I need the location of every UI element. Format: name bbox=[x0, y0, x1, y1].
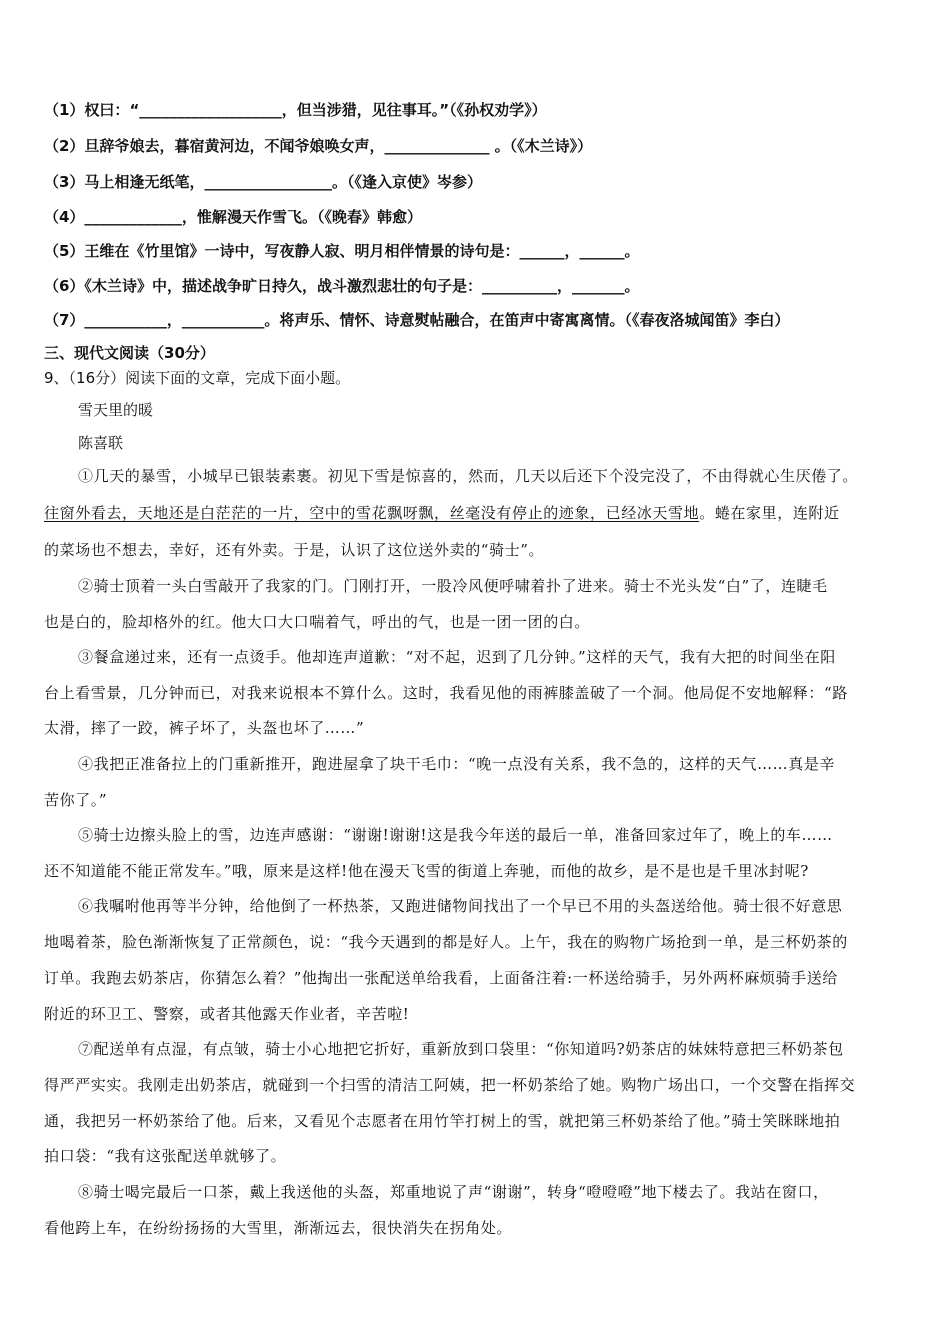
fill-in-item-4: （4）_____________，惟解漫天作雪飞。（《晚春》韩愈） bbox=[44, 208, 422, 226]
article-title: 雪天里的暖 bbox=[78, 401, 154, 419]
paragraph-1-line-2 bbox=[44, 503, 840, 523]
fill-in-item-5: （5）王维在《竹里馆》一诗中，写夜静人寂、明月相伴情景的诗句是：______，______。 bbox=[44, 242, 640, 260]
paragraph-3-line-1: ③餐盒递过来，还有一点烫手。他却连声道歉：“对不起，迟到了几分钟。”这样的天气，我有大把的时间坐在阳 bbox=[78, 648, 836, 666]
article-author: 陈喜联 bbox=[78, 434, 124, 452]
paragraph-6-line-4: 附近的环卫工、警察，或者其他露天作业者，辛苦啦! bbox=[44, 1005, 410, 1023]
paragraph-5-line-2: 还不知道能不能正常发车。”哦，原来是这样!他在漫天飞雪的街道上奔驰，而他的故乡，是不是也是千里冰封呢? bbox=[44, 862, 809, 880]
fill-in-item-6: （6）《木兰诗》中，描述战争旷日持久，战斗激烈悲壮的句子是：__________，_______。 bbox=[44, 277, 640, 295]
paragraph-3-line-2: 台上看雪景，几分钟而已，对我来说根本不算什么。这时，我看见他的雨裤膝盖破了一个洞。他局促不安地解释：“路 bbox=[44, 684, 848, 702]
paragraph-7-line-3: 通，我把另一杯奶茶给了他。后来，又看见个志愿者在用竹竿打树上的雪，就把第三杯奶茶给了他。”骑士笑眯眯地拍 bbox=[44, 1112, 841, 1130]
paragraph-7-line-2: 得严严实实。我刚走出奶茶店，就碰到一个扫雪的清洁工阿姨，把一杯奶茶给了她。购物广场出口，一个交警在指挥交 bbox=[44, 1076, 856, 1094]
fill-in-item-3: （3）马上相逢无纸笔，_________________。（《逢入京使》岑参） bbox=[44, 173, 482, 191]
paragraph-2-line-1: ②骑士顶着一头白雪敲开了我家的门。门刚打开，一股冷风便呼啸着扑了进来。骑士不光头发“白”了，连睫毛 bbox=[78, 577, 828, 595]
paragraph-8-line-2: 看他跨上车，在纷纷扬扬的大雪里，渐渐远去，很快消失在拐角处。 bbox=[44, 1219, 513, 1237]
underlined-sentence: 往窗外看去，天地还是白茫茫的一片，空中的雪花飘呀飘，丝毫没有停止的迹象，已经冰天雪地 bbox=[44, 504, 700, 522]
paragraph-2-line-2: 也是白的，脸却格外的红。他大口大口喘着气，呼出的气，也是一团一团的白。 bbox=[44, 613, 591, 631]
question-intro: 9、（16分）阅读下面的文章，完成下面小题。 bbox=[44, 369, 351, 387]
paragraph-6-line-2: 地喝着茶，脸色渐渐恢复了正常颜色，说：“我今天遇到的都是好人。上午，我在的购物广场抢到一单，是三杯奶茶的 bbox=[44, 933, 848, 951]
paragraph-4-line-1: ④我把正准备拉上的门重新推开，跑进屋拿了块干毛巾：“晚一点没有关系，我不急的，这样的天气……真是辛 bbox=[78, 755, 836, 773]
paragraph-7-line-4: 拍口袋：“我有这张配送单就够了。 bbox=[44, 1147, 287, 1165]
fill-in-item-2: （2）旦辞爷娘去，暮宿黄河边，不闻爷娘唤女声，______________ 。（《木兰诗》） bbox=[44, 137, 593, 155]
paragraph-1-line-1: ①几天的暴雪，小城早已银装素裹。初见下雪是惊喜的，然而，几天以后还下个没完没了，不由得就心生厌倦了。 bbox=[78, 467, 859, 485]
section-heading: 三、现代文阅读（30分） bbox=[44, 344, 215, 362]
paragraph-6-line-1: ⑥我嘱咐他再等半分钟，给他倒了一杯热茶，又跑进储物间找出了一个早已不用的头盔送给他。骑士很不好意思 bbox=[78, 897, 843, 915]
paragraph-1-line-2-rest: 。蜷在家里，连附近 bbox=[699, 504, 840, 522]
paragraph-3-line-3: 太滑，摔了一跤，裤子坏了，头盔也坏了……” bbox=[44, 719, 365, 737]
fill-in-item-1: （1）权曰：“___________________，但当涉猎，见往事耳。”（《孙权劝学》） bbox=[44, 101, 547, 119]
paragraph-8-line-1: ⑧骑士喝完最后一口茶，戴上我送他的头盔，郑重地说了声“谢谢”，转身“噔噔噔”地下楼去了。我站在窗口， bbox=[78, 1183, 829, 1201]
paragraph-4-line-2: 苦你了。” bbox=[44, 791, 108, 809]
paragraph-6-line-3: 订单。我跑去奶茶店，你猜怎么着？”他掏出一张配送单给我看，上面备注着:一杯送给骑手，另外两杯麻烦骑手送给 bbox=[44, 969, 838, 987]
fill-in-item-7: （7）___________，___________。将声乐、情怀、诗意熨帖融合，在笛声中寄寓离情。（《春夜洛城闻笛》李白） bbox=[44, 311, 790, 329]
paragraph-5-line-1: ⑤骑士边擦头脸上的雪，边连声感谢：“谢谢!谢谢!这是我今年送的最后一单，准备回家过年了，晚上的车…… bbox=[78, 826, 833, 844]
paragraph-1-line-3: 的菜场也不想去，幸好，还有外卖。于是，认识了这位送外卖的“骑士”。 bbox=[44, 541, 545, 559]
paragraph-7-line-1: ⑦配送单有点湿，有点皱，骑士小心地把它折好，重新放到口袋里：“你知道吗?奶茶店的妹妹特意把三杯奶茶包 bbox=[78, 1040, 844, 1058]
